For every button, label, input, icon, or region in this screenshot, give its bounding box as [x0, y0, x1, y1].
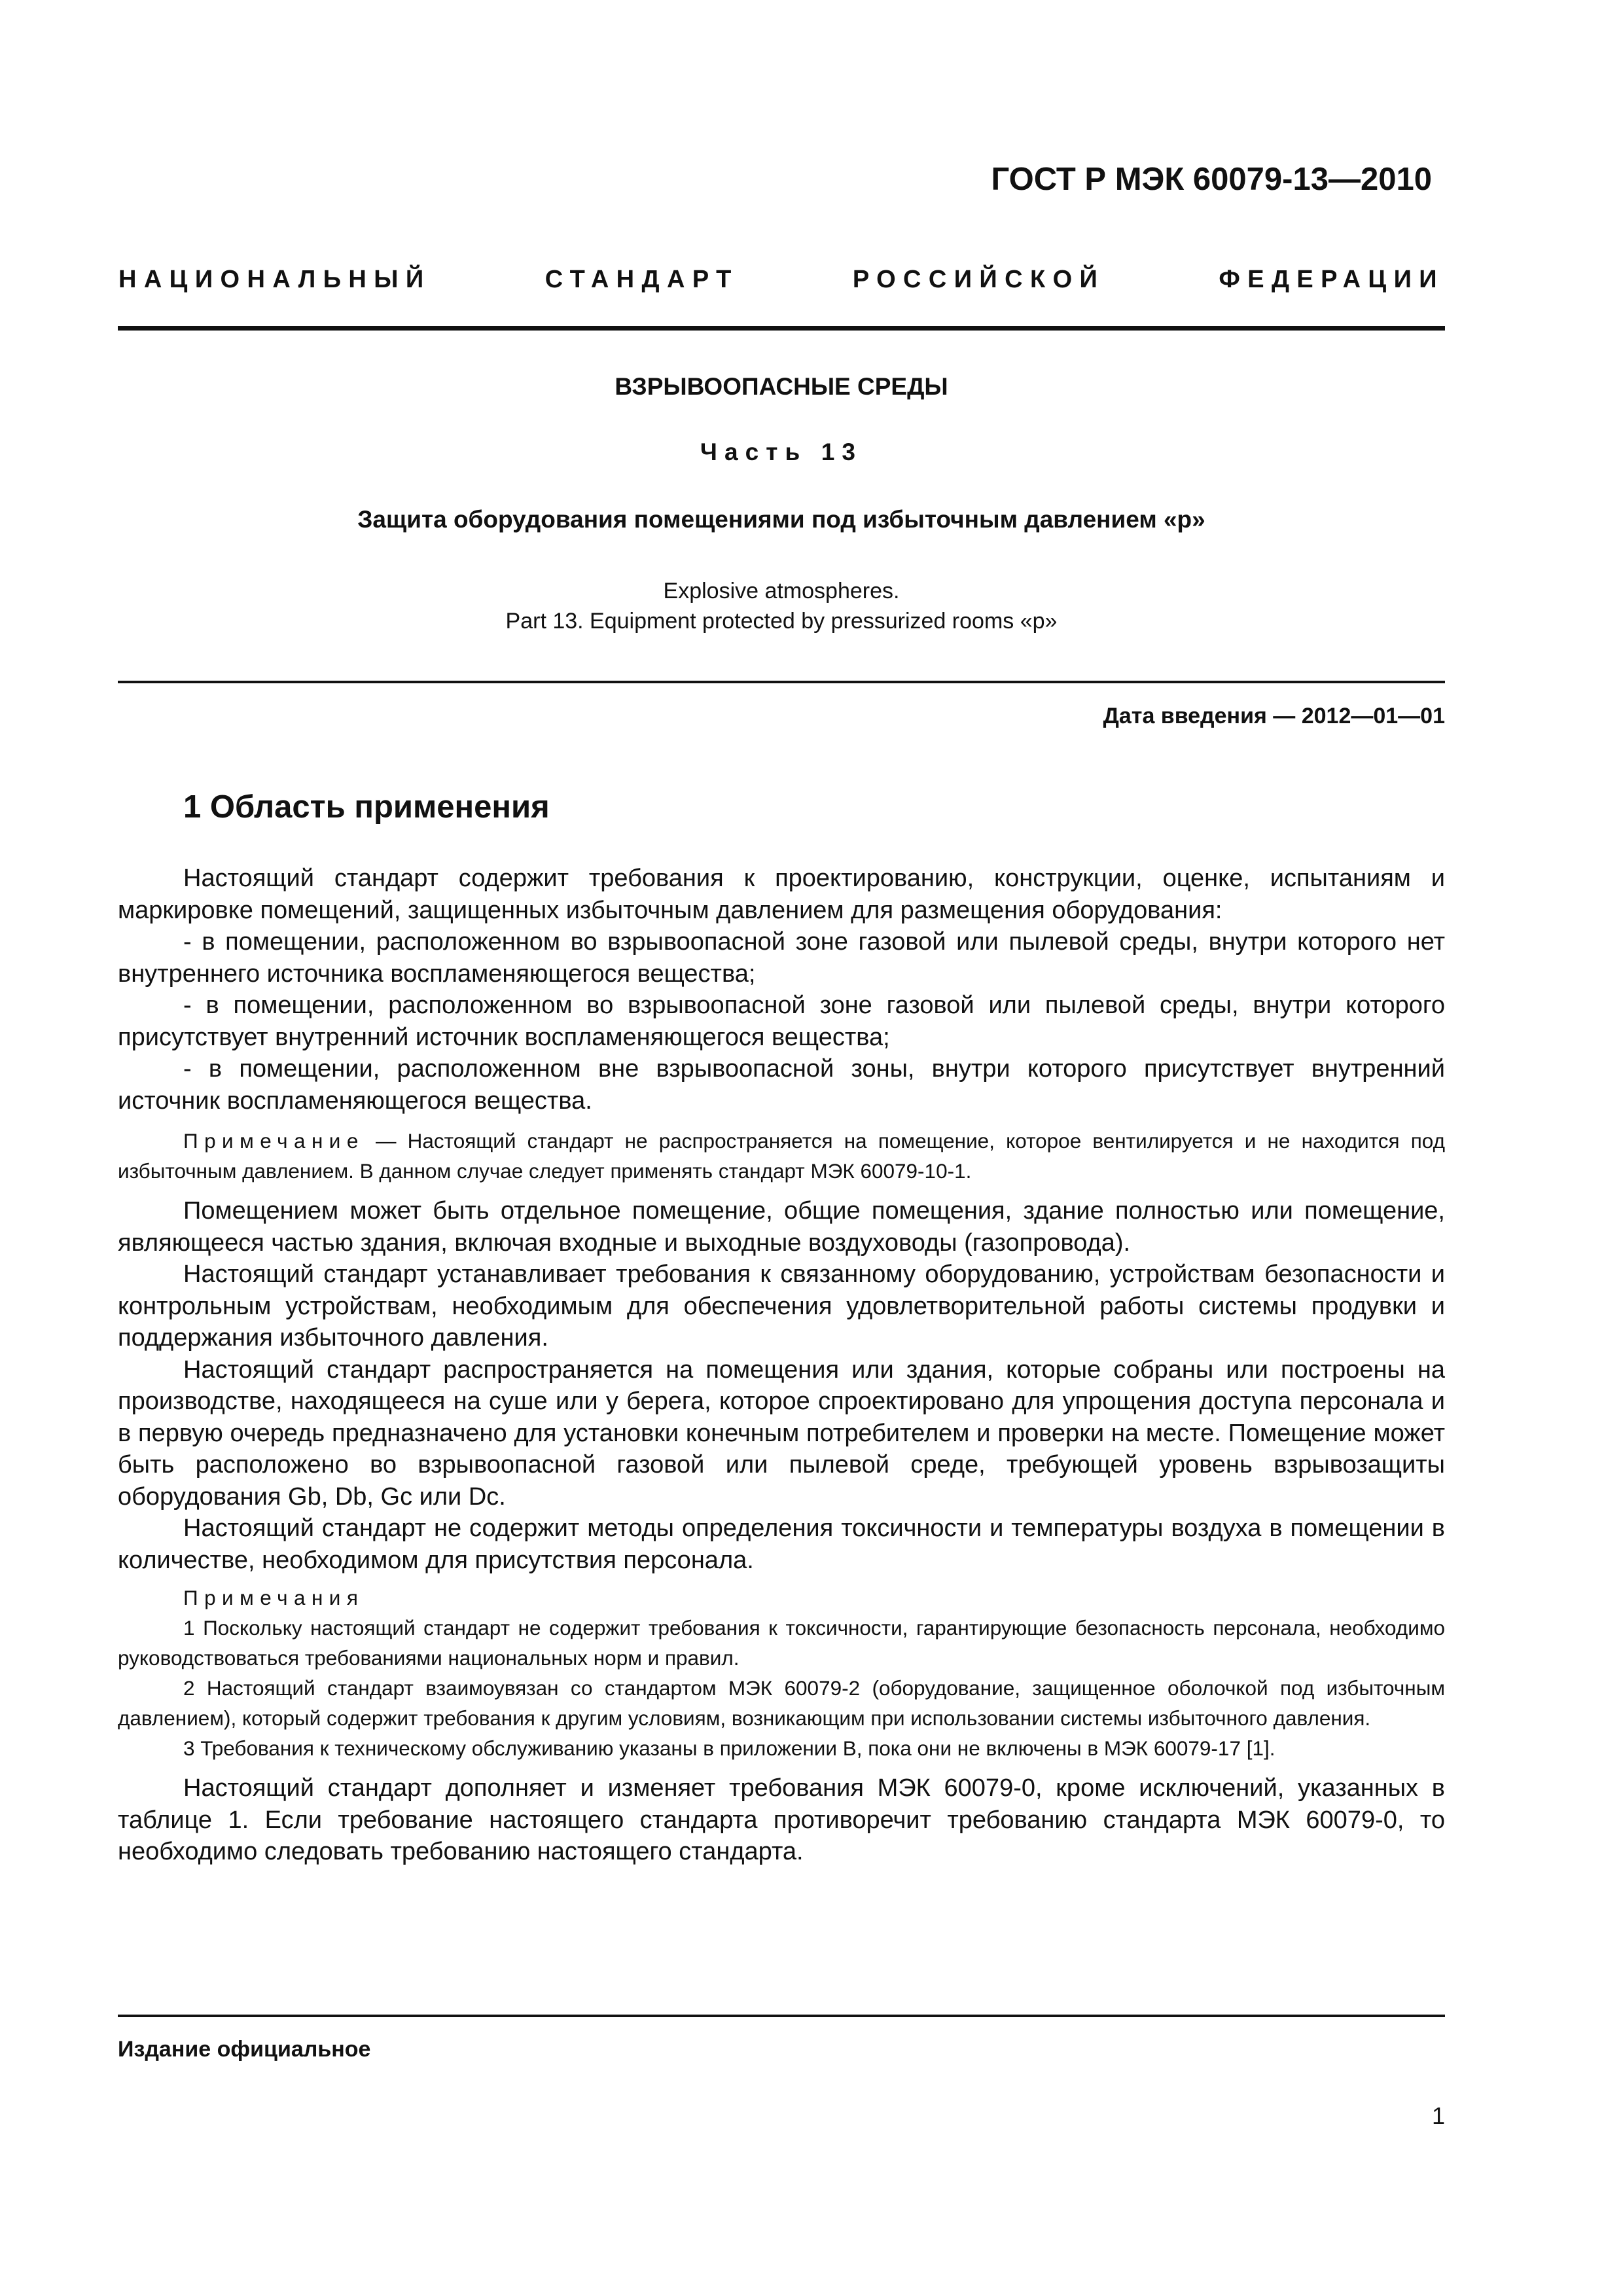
english-title-line: Part 13. Equipment protected by pressurized rooms «p»: [505, 609, 1058, 634]
note-item: 1 Поскольку настоящий стандарт не содержит требования к токсичности, гарантирующие безопасность персонала, необходимо руководствоваться требованиями национальных норм и правил.: [118, 1616, 1445, 1670]
note-item: 3 Требования к техническому обслуживанию указаны в приложении В, пока они не включены в МЭК 60079-17 [1].: [183, 1736, 1275, 1760]
notes-label: [118, 1583, 1445, 1613]
note-item: 2 Настоящий стандарт взаимоувязан со стандартом МЭК 60079-2 (оборудование, защищенное оболочкой под избыточным давлением), который содержит требования к другим условиям, возникающим при использовании системы избыточного давления.: [118, 1676, 1445, 1730]
list-item: - в помещении, расположенном вне взрывоопасной зоны, внутри которого присутствует внутренний источник воспламеняющегося вещества.: [118, 1055, 1445, 1115]
introduction-date: Дата введения — 2012—01—01: [1103, 704, 1445, 728]
paragraph: Настоящий стандарт не содержит методы определения токсичности и температуры воздуха в помещении в количестве, необходимом для присутствия персонала.: [118, 1515, 1445, 1574]
list-item: - в помещении, расположенном во взрывоопасной зоне газовой или пылевой среды, внутри которого присутствует внутренний источник воспламеняющегося вещества;: [118, 992, 1445, 1051]
list-item: - в помещении, расположенном во взрывоопасной зоне газовой или пылевой среды, внутри которого нет внутреннего источника воспламеняющегося вещества;: [118, 928, 1445, 988]
national-standard-heading: НАЦИОНАЛЬНЫЙ СТАНДАРТ РОССИЙСКОЙ ФЕДЕРАЦИИ: [118, 266, 1444, 293]
note-label: Примечание: [183, 1129, 365, 1153]
section-body: [118, 863, 1445, 1868]
footer-divider: [118, 2015, 1445, 2017]
edition-label: Издание официальное: [118, 2037, 371, 2062]
english-title: [118, 576, 1445, 636]
section-heading: 1 Область применения: [183, 789, 550, 825]
note: [118, 1126, 1445, 1186]
paragraph: Настоящий стандарт дополняет и изменяет требования МЭК 60079-0, кроме исключений, указанных в таблице 1. Если требование настоящего стандарта противоречит требованию стандарта МЭК 60079-0, то необходимо следовать требованию настоящего стандарта.: [118, 1774, 1445, 1865]
document-title: ВЗРЫВООПАСНЫЕ СРЕДЫ: [615, 373, 948, 400]
document-subtitle: Защита оборудования помещениями под избыточным давлением «р»: [357, 506, 1205, 533]
note-text: — Настоящий стандарт не распространяется на помещение, которое вентилируется и не находится под избыточным давлением. В данном случае следует применять стандарт МЭК 60079-10-1.: [118, 1129, 1445, 1183]
paragraph: Помещением может быть отдельное помещение, общие помещения, здание полностью или помещение, являющееся частью здания, включая входные и выходные воздуховоды (газопровода).: [118, 1197, 1445, 1257]
paragraph: Настоящий стандарт распространяется на помещения или здания, которые собраны или построены на производстве, находящееся на суше или у берега, которое спроектировано для упрощения доступа персонала и в первую очередь предназначено для установки конечным потребителем и проверки на месте. Помещение может быть расположено во взрывоопасной газовой или пылевой среде, требующей уровень взрывозащиты оборудования Gb, Db, Gc или Dc.: [118, 1355, 1445, 1511]
document-part: Часть 13: [700, 439, 863, 465]
paragraph: Настоящий стандарт устанавливает требования к связанному оборудованию, устройствам безопасности и контрольным устройствам, необходимым для обеспечения удовлетворительной работы системы продувки и поддержания избыточного давления.: [118, 1261, 1445, 1352]
header-divider: [118, 326, 1445, 331]
page-number: 1: [1431, 2102, 1445, 2129]
english-title-line: Explosive atmospheres.: [663, 579, 900, 603]
notes-label-text: Примечания: [183, 1586, 365, 1609]
title-divider: [118, 681, 1445, 683]
paragraph: Настоящий стандарт содержит требования к проектированию, конструкции, оценке, испытаниям и маркировке помещений, защищенных избыточным давлением для размещения оборудования:: [118, 865, 1445, 924]
document-code: ГОСТ Р МЭК 60079-13—2010: [991, 162, 1432, 197]
